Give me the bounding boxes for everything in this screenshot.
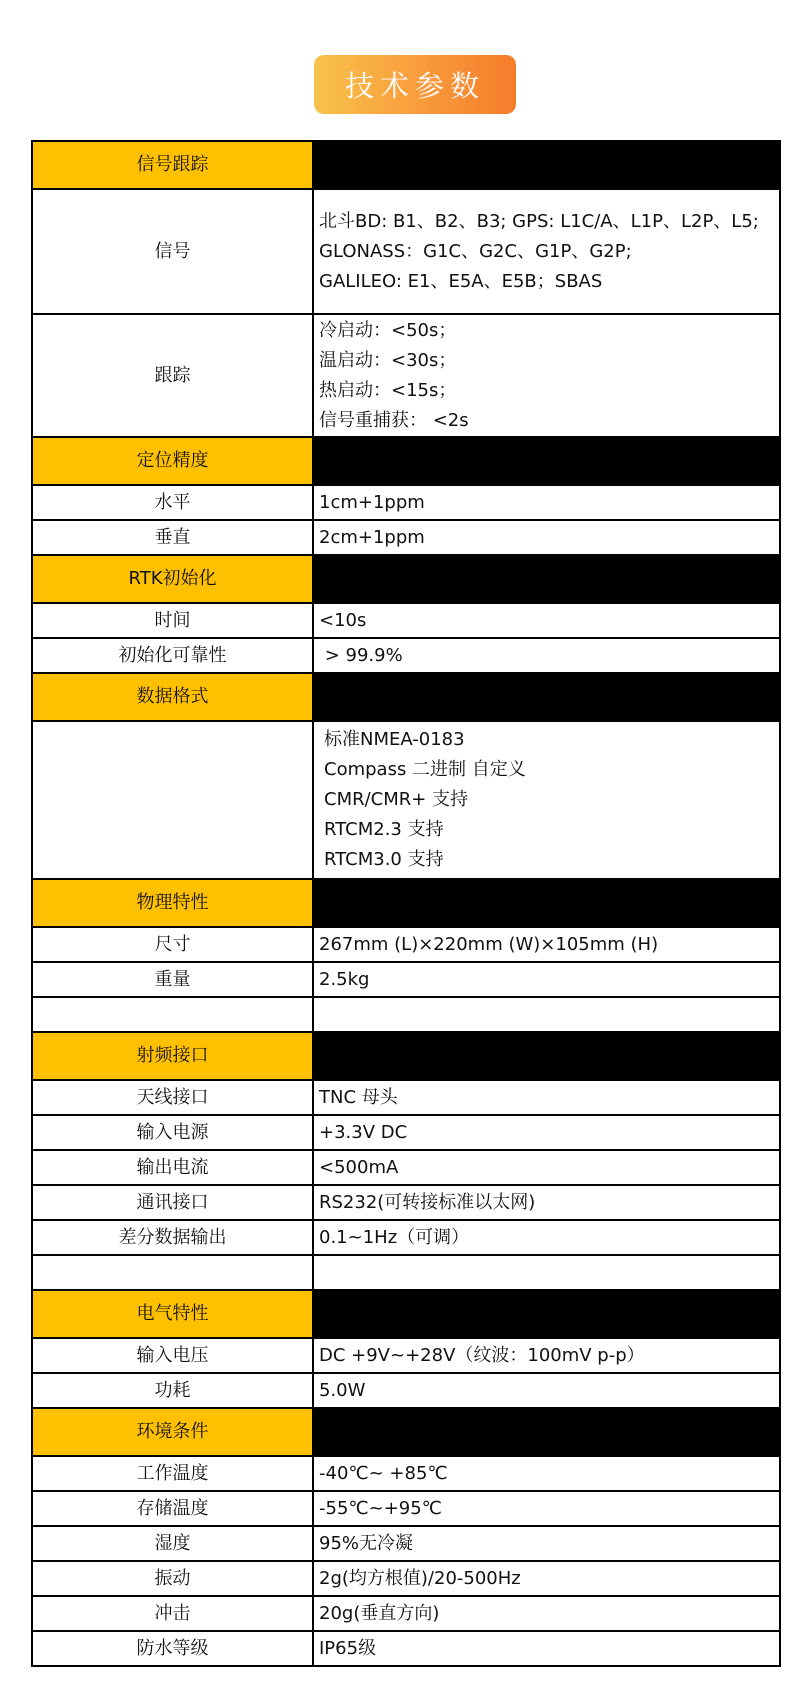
- spec-label: 功耗: [32, 1373, 313, 1408]
- spec-value: [313, 189, 780, 314]
- table-row: [32, 189, 780, 314]
- section-header-fill: [313, 1032, 780, 1080]
- spec-label: 输入电压: [32, 1338, 313, 1373]
- table-row: [32, 603, 780, 638]
- spec-value-line: RTCM2.3 支持: [324, 819, 444, 840]
- section-header-label: 数据格式: [32, 673, 313, 721]
- spec-label: 冲击: [32, 1596, 313, 1631]
- section-header-fill: [313, 673, 780, 721]
- spec-value: 2cm+1ppm: [313, 520, 780, 555]
- spec-label-empty: [32, 721, 313, 879]
- spec-value-line: Compass 二进制 自定义: [324, 759, 526, 780]
- spec-value: +3.3V DC: [313, 1115, 780, 1150]
- spec-value-line: RTCM3.0 支持: [324, 849, 444, 870]
- spec-label: 振动: [32, 1561, 313, 1596]
- spec-value-line: CMR/CMR+ 支持: [324, 789, 469, 810]
- spec-value: 5.0W: [313, 1373, 780, 1408]
- spec-value: 267mm (L)×220mm (W)×105mm (H): [313, 927, 780, 962]
- spec-label: 信号: [32, 189, 313, 314]
- spec-value: 2.5kg: [313, 962, 780, 997]
- table-row: [32, 1456, 780, 1491]
- table-row-empty: [32, 1255, 780, 1290]
- page-title: 技术参数: [314, 55, 516, 114]
- table-row: [32, 1185, 780, 1220]
- spec-value-line: 热启动：<15s；: [319, 379, 457, 401]
- spec-label: 输出电流: [32, 1150, 313, 1185]
- spec-value: <10s: [313, 603, 780, 638]
- section-header-label: 射频接口: [32, 1032, 313, 1080]
- table-row: [32, 1561, 780, 1596]
- table-row-empty: [32, 997, 780, 1032]
- empty-cell: [32, 997, 313, 1032]
- table-row: [32, 1338, 780, 1373]
- spec-label: 通讯接口: [32, 1185, 313, 1220]
- spec-value: IP65级: [313, 1631, 780, 1666]
- spec-label: 输入电源: [32, 1115, 313, 1150]
- table-row: [32, 1526, 780, 1561]
- table-row: [32, 1115, 780, 1150]
- section-header-fill: [313, 437, 780, 485]
- spec-label: 初始化可靠性: [32, 638, 313, 673]
- table-row: [32, 1596, 780, 1631]
- spec-value: 95%无冷凝: [313, 1526, 780, 1561]
- spec-value-line: 冷启动：<50s；: [319, 319, 457, 341]
- table-row: [32, 314, 780, 437]
- section-header-label: 定位精度: [32, 437, 313, 485]
- spec-table: [31, 140, 781, 1667]
- section-header-row: [32, 437, 780, 485]
- table-row: [32, 638, 780, 673]
- empty-cell: [313, 1255, 780, 1290]
- table-row: [32, 485, 780, 520]
- table-row: [32, 1220, 780, 1255]
- spec-label: 垂直: [32, 520, 313, 555]
- table-row: [32, 1631, 780, 1666]
- section-header-fill: [313, 1408, 780, 1456]
- spec-label: 湿度: [32, 1526, 313, 1561]
- table-row: [32, 927, 780, 962]
- spec-value-line: 温启动：<30s；: [319, 349, 457, 371]
- spec-label: 跟踪: [32, 314, 313, 437]
- section-header-label: 信号跟踪: [32, 141, 313, 189]
- spec-value-line: GALILEO: E1、E5A、E5B；SBAS: [319, 270, 603, 292]
- spec-value: [313, 314, 780, 437]
- section-header-label: RTK初始化: [32, 555, 313, 603]
- spec-value: TNC 母头: [313, 1080, 780, 1115]
- spec-value: -40℃~ +85℃: [313, 1456, 780, 1491]
- spec-value-line: 信号重捕获： <2s: [319, 409, 469, 431]
- section-header-fill: [313, 555, 780, 603]
- section-header-label: 物理特性: [32, 879, 313, 927]
- spec-label: 天线接口: [32, 1080, 313, 1115]
- spec-value: -55℃~+95℃: [313, 1491, 780, 1526]
- spec-label: 工作温度: [32, 1456, 313, 1491]
- section-header-row: [32, 1408, 780, 1456]
- table-row: [32, 1150, 780, 1185]
- empty-cell: [32, 1255, 313, 1290]
- table-row: [32, 1373, 780, 1408]
- spec-value: > 99.9%: [313, 638, 780, 673]
- section-header-row: [32, 673, 780, 721]
- table-row: [32, 1080, 780, 1115]
- spec-label: 水平: [32, 485, 313, 520]
- spec-value: [313, 721, 780, 879]
- section-header-row: [32, 141, 780, 189]
- spec-value-line: 北斗BD: B1、B2、B3; GPS: L1C/A、L1P、L2P、L5;: [319, 210, 759, 232]
- spec-label: 存储温度: [32, 1491, 313, 1526]
- spec-value-line: GLONASS：G1C、G2C、G1P、G2P;: [319, 240, 632, 262]
- section-header-label: 环境条件: [32, 1408, 313, 1456]
- spec-label: 重量: [32, 962, 313, 997]
- table-row: [32, 962, 780, 997]
- spec-label: 尺寸: [32, 927, 313, 962]
- section-header-fill: [313, 141, 780, 189]
- section-header-row: [32, 879, 780, 927]
- spec-value: 20g(垂直方向): [313, 1596, 780, 1631]
- section-header-label: 电气特性: [32, 1290, 313, 1338]
- spec-value: 1cm+1ppm: [313, 485, 780, 520]
- spec-value: <500mA: [313, 1150, 780, 1185]
- section-header-row: [32, 555, 780, 603]
- section-header-row: [32, 1032, 780, 1080]
- section-header-fill: [313, 1290, 780, 1338]
- spec-value: RS232(可转接标准以太网): [313, 1185, 780, 1220]
- section-header-fill: [313, 879, 780, 927]
- section-header-row: [32, 1290, 780, 1338]
- spec-value: 2g(均方根值)/20-500Hz: [313, 1561, 780, 1596]
- table-row: [32, 1491, 780, 1526]
- table-row: [32, 721, 780, 879]
- spec-value: 0.1~1Hz（可调）: [313, 1220, 780, 1255]
- spec-value-line: 标准NMEA-0183: [324, 729, 465, 750]
- spec-label: 防水等级: [32, 1631, 313, 1666]
- spec-label: 时间: [32, 603, 313, 638]
- empty-cell: [313, 997, 780, 1032]
- spec-value: DC +9V~+28V（纹波：100mV p-p）: [313, 1338, 780, 1373]
- table-row: [32, 520, 780, 555]
- spec-label: 差分数据输出: [32, 1220, 313, 1255]
